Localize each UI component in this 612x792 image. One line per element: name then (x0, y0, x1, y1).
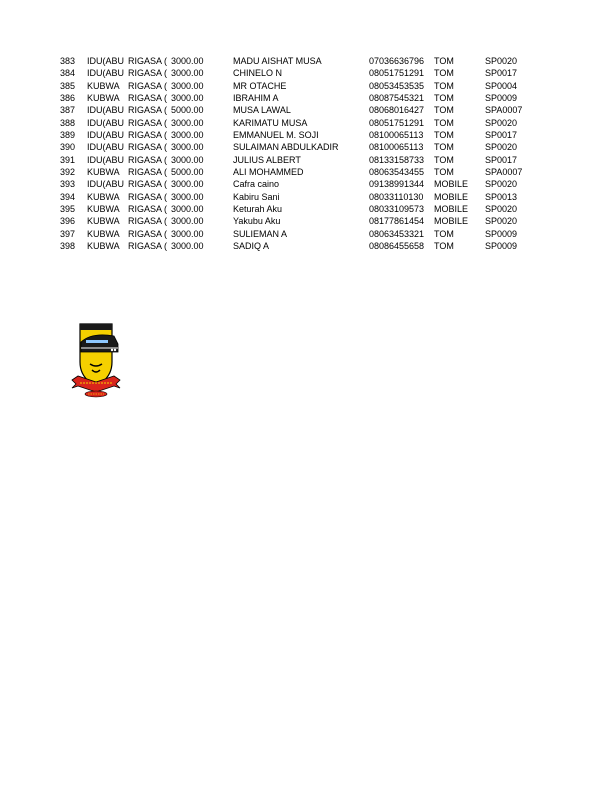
network-cell: TOM (434, 56, 454, 66)
network-cell: MOBILE (434, 179, 469, 190)
code-cell: SP0017 (485, 154, 518, 165)
code-cell: SP0009 (485, 228, 518, 239)
table-row (60, 67, 540, 79)
location-cell: IDU(ABU (87, 154, 125, 165)
network-cell: TOM (434, 68, 454, 79)
table-row (60, 228, 540, 240)
amount-cell: 3000.00 (171, 241, 204, 252)
network-cell: TOM (434, 167, 454, 178)
passenger-table (60, 55, 540, 253)
route-cell: RIGASA ( (128, 117, 168, 128)
code-cell: SPA0007 (485, 105, 523, 116)
location-cell: IDU(ABU (87, 142, 125, 153)
passenger-name-cell: Yakubu Aku (233, 216, 281, 227)
crest-shield-icon (80, 324, 112, 386)
passenger-name-cell: SULIEMAN A (233, 228, 288, 239)
code-cell: SP0017 (485, 68, 518, 79)
phone-cell: 08100065113 (369, 130, 424, 141)
network-cell: TOM (434, 80, 454, 91)
table-row (60, 55, 540, 67)
table-row (60, 80, 540, 92)
row-number: 392 (60, 167, 76, 178)
amount-cell: 3000.00 (171, 204, 204, 215)
row-number: 388 (60, 117, 76, 128)
location-cell: IDU(ABU (87, 105, 125, 116)
table-row (60, 203, 540, 215)
passenger-name-cell: Kabiru Sani (233, 191, 280, 202)
table-row (60, 117, 540, 129)
phone-cell: 08133158733 (369, 154, 425, 165)
amount-cell: 3000.00 (171, 130, 204, 141)
table-row (60, 215, 540, 227)
passenger-name-cell: MR OTACHE (233, 80, 287, 91)
passenger-name-cell: KARIMATU MUSA (233, 117, 308, 128)
network-cell: TOM (434, 241, 454, 252)
phone-cell: 08100065113 (369, 142, 424, 153)
passenger-name-cell: IBRAHIM A (233, 93, 279, 104)
phone-cell: 08063453321 (369, 228, 425, 239)
phone-cell: 08033109573 (369, 204, 425, 215)
amount-cell: 3000.00 (171, 179, 204, 190)
row-number: 386 (60, 93, 76, 104)
passenger-name-cell: ALI MOHAMMED (233, 167, 304, 178)
amount-cell: 3000.00 (171, 117, 204, 128)
code-cell: SP0020 (485, 56, 518, 66)
location-cell: IDU(ABU (87, 130, 125, 141)
route-cell: RIGASA ( (128, 179, 168, 190)
code-cell: SP0017 (485, 130, 518, 141)
passenger-name-cell: CHINELO N (233, 68, 283, 79)
phone-cell: 07036636796 (369, 56, 425, 66)
route-cell: RIGASA ( (128, 130, 168, 141)
row-number: 384 (60, 68, 76, 79)
phone-cell: 08087545321 (369, 93, 425, 104)
location-cell: IDU(ABU (87, 56, 125, 66)
route-cell: RIGASA ( (128, 154, 168, 165)
amount-cell: 5000.00 (171, 105, 204, 116)
route-cell: RIGASA ( (128, 191, 168, 202)
amount-cell: 3000.00 (171, 228, 204, 239)
route-cell: RIGASA ( (128, 204, 168, 215)
phone-cell: 08063543455 (369, 167, 425, 178)
amount-cell: 3000.00 (171, 191, 204, 202)
code-cell: SP0004 (485, 80, 518, 91)
row-number: 390 (60, 142, 76, 153)
code-cell: SPA0007 (485, 167, 523, 178)
passenger-name-cell: Keturah Aku (233, 204, 283, 215)
amount-cell: 3000.00 (171, 142, 204, 153)
row-number: 383 (60, 56, 76, 66)
network-cell: TOM (434, 105, 454, 116)
amount-cell: 3000.00 (171, 216, 204, 227)
location-cell: KUBWA (87, 204, 120, 215)
location-cell: KUBWA (87, 167, 120, 178)
table-row (60, 166, 540, 178)
route-cell: RIGASA ( (128, 68, 168, 79)
table-row (60, 104, 540, 116)
amount-cell: 3000.00 (171, 80, 204, 91)
phone-cell: 08068016427 (369, 105, 425, 116)
row-number: 396 (60, 216, 76, 227)
code-cell: SP0020 (485, 204, 518, 215)
phone-cell: 08033110130 (369, 191, 424, 202)
passenger-name-cell: MADU AISHAT MUSA (233, 56, 322, 66)
railway-crest-logo (70, 322, 122, 400)
row-number: 393 (60, 179, 76, 190)
passenger-name-cell: SADIQ A (233, 241, 270, 252)
route-cell: RIGASA ( (128, 56, 168, 66)
passenger-name-cell: Cafra caino (233, 179, 280, 190)
row-number: 387 (60, 105, 76, 116)
route-cell: RIGASA ( (128, 93, 168, 104)
amount-cell: 3000.00 (171, 56, 204, 66)
table-row (60, 154, 540, 166)
location-cell: KUBWA (87, 80, 120, 91)
phone-cell: 09138991344 (369, 179, 425, 190)
location-cell: KUBWA (87, 241, 120, 252)
passenger-name-cell: SULAIMAN ABDULKADIR (233, 142, 339, 153)
network-cell: MOBILE (434, 191, 469, 202)
code-cell: SP0013 (485, 191, 518, 202)
row-number: 394 (60, 191, 76, 202)
phone-cell: 08086455658 (369, 241, 425, 252)
passenger-name-cell: EMMANUEL M. SOJI (233, 130, 319, 141)
phone-cell: 08051751291 (369, 68, 425, 79)
code-cell: SP0020 (485, 216, 518, 227)
location-cell: KUBWA (87, 216, 120, 227)
location-cell: KUBWA (87, 93, 120, 104)
table-row (60, 141, 540, 153)
location-cell: KUBWA (87, 191, 120, 202)
route-cell: RIGASA ( (128, 167, 168, 178)
phone-cell: 08053453535 (369, 80, 425, 91)
table-row (60, 92, 540, 104)
table-row (60, 191, 540, 203)
network-cell: MOBILE (434, 204, 469, 215)
amount-cell: 3000.00 (171, 154, 204, 165)
passenger-name-cell: MUSA LAWAL (233, 105, 291, 116)
route-cell: RIGASA ( (128, 241, 168, 252)
network-cell: TOM (434, 228, 454, 239)
table-row (60, 240, 540, 252)
row-number: 391 (60, 154, 76, 165)
row-number: 395 (60, 204, 76, 215)
row-number: 398 (60, 241, 76, 252)
code-cell: SP0020 (485, 142, 518, 153)
phone-cell: 08177861454 (369, 216, 425, 227)
code-cell: SP0020 (485, 179, 518, 190)
row-number: 397 (60, 228, 76, 239)
location-cell: IDU(ABU (87, 68, 125, 79)
amount-cell: 3000.00 (171, 68, 204, 79)
network-cell: MOBILE (434, 216, 469, 227)
passenger-name-cell: JULIUS ALBERT (233, 154, 301, 165)
amount-cell: 5000.00 (171, 167, 204, 178)
location-cell: KUBWA (87, 228, 120, 239)
route-cell: RIGASA ( (128, 80, 168, 91)
network-cell: TOM (434, 93, 454, 104)
network-cell: TOM (434, 130, 454, 141)
phone-cell: 08051751291 (369, 117, 425, 128)
amount-cell: 3000.00 (171, 93, 204, 104)
location-cell: IDU(ABU (87, 179, 125, 190)
route-cell: RIGASA ( (128, 105, 168, 116)
code-cell: SP0009 (485, 93, 518, 104)
route-cell: RIGASA ( (128, 216, 168, 227)
location-cell: IDU(ABU (87, 117, 125, 128)
network-cell: TOM (434, 154, 454, 165)
code-cell: SP0009 (485, 241, 518, 252)
route-cell: RIGASA ( (128, 142, 168, 153)
code-cell: SP0020 (485, 117, 518, 128)
network-cell: TOM (434, 117, 454, 128)
table-row (60, 178, 540, 190)
route-cell: RIGASA ( (128, 228, 168, 239)
table-row (60, 129, 540, 141)
network-cell: TOM (434, 142, 454, 153)
row-number: 385 (60, 80, 76, 91)
row-number: 389 (60, 130, 76, 141)
